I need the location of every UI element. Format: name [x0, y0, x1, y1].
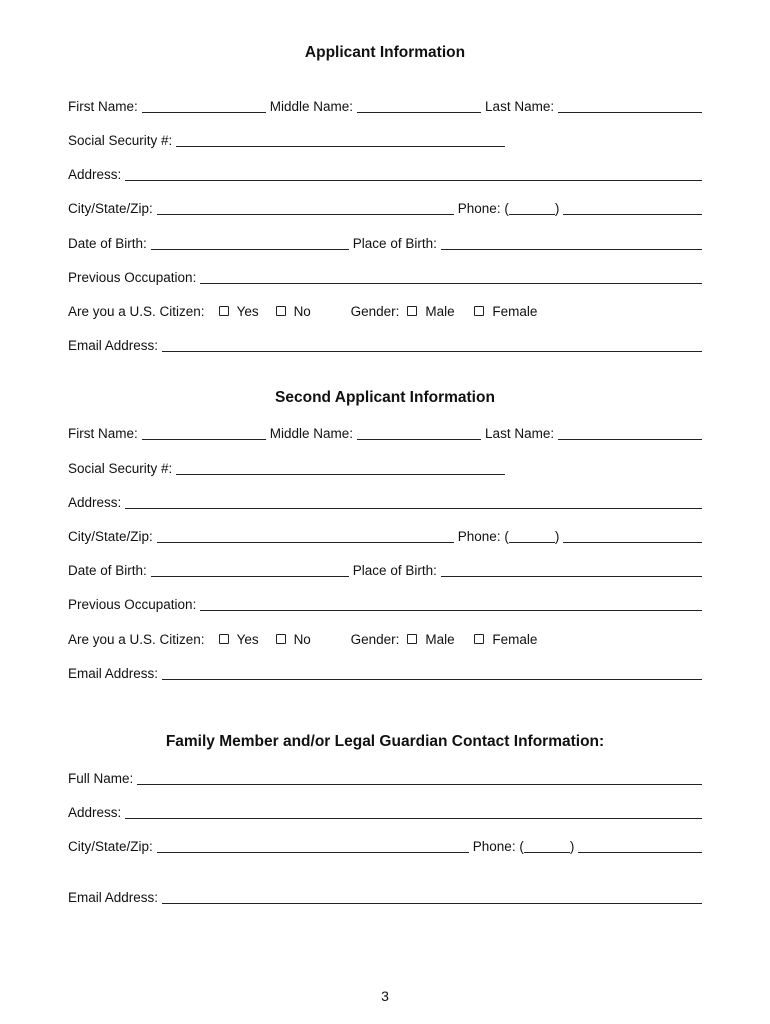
address-row [68, 803, 702, 821]
city-phone-row [68, 527, 702, 545]
middle-name-field[interactable] [357, 99, 481, 113]
checkbox-icon[interactable] [219, 306, 229, 316]
address-row [68, 165, 702, 183]
middle-name-label: Middle Name: [269, 426, 354, 441]
email-field[interactable] [162, 890, 702, 904]
gender-male-option[interactable] [407, 304, 474, 320]
dob-field[interactable] [151, 563, 349, 577]
email-field[interactable] [162, 338, 702, 352]
ssn-label: Social Security #: [68, 461, 173, 476]
citizen-no-option[interactable] [276, 304, 351, 320]
dob-label: Date of Birth: [68, 563, 147, 578]
occupation-row [68, 595, 702, 613]
pob-label: Place of Birth: [352, 236, 437, 251]
phone-area-code-field[interactable] [524, 839, 570, 853]
occupation-field[interactable] [200, 270, 702, 284]
address-field[interactable] [125, 495, 702, 509]
gender-label: Gender: [350, 632, 400, 647]
occupation-row [68, 268, 702, 286]
birth-row [68, 561, 702, 579]
email-row [68, 336, 702, 354]
email-label: Email Address: [68, 338, 159, 353]
occupation-field[interactable] [200, 597, 702, 611]
last-name-field[interactable] [558, 426, 702, 440]
birth-row [68, 234, 702, 252]
occupation-label: Previous Occupation: [68, 597, 197, 612]
address-field[interactable] [125, 805, 702, 819]
full-name-label: Full Name: [68, 771, 134, 786]
dob-label: Date of Birth: [68, 236, 147, 251]
citizen-yes-option[interactable] [219, 304, 276, 320]
phone-number-field[interactable] [563, 529, 702, 543]
male-label: Male [425, 304, 455, 319]
phone-area-code-field[interactable] [509, 201, 555, 215]
citizen-gender-row [68, 302, 702, 320]
email-label: Email Address: [68, 666, 159, 681]
citizen-gender-row [68, 630, 702, 648]
ssn-field[interactable] [176, 461, 505, 475]
page-number: 3 [381, 988, 389, 1004]
phone-label: Phone: ( [457, 529, 509, 544]
checkbox-icon[interactable] [474, 634, 484, 644]
citizen-label: Are you a U.S. Citizen: [68, 632, 205, 647]
checkbox-icon[interactable] [219, 634, 229, 644]
first-name-field[interactable] [142, 99, 266, 113]
phone-area-code-field[interactable] [509, 529, 555, 543]
female-label: Female [492, 304, 538, 319]
checkbox-icon[interactable] [407, 634, 417, 644]
citizen-label: Are you a U.S. Citizen: [68, 304, 205, 319]
email-label: Email Address: [68, 890, 159, 905]
pob-field[interactable] [441, 563, 702, 577]
city-phone-row [68, 837, 702, 855]
male-label: Male [425, 632, 455, 647]
ssn-row [68, 459, 702, 477]
yes-label: Yes [236, 304, 259, 319]
name-row [68, 424, 702, 442]
phone-number-field[interactable] [563, 201, 702, 215]
city-state-zip-field[interactable] [157, 529, 454, 543]
no-label: No [293, 304, 311, 319]
checkbox-icon[interactable] [276, 306, 286, 316]
full-name-field[interactable] [137, 771, 702, 785]
city-state-zip-label: City/State/Zip: [68, 529, 153, 544]
citizen-no-option[interactable] [276, 632, 351, 648]
gender-female-option[interactable] [474, 304, 537, 320]
gender-label: Gender: [350, 304, 400, 319]
pob-field[interactable] [441, 236, 702, 250]
last-name-label: Last Name: [485, 99, 555, 114]
checkbox-icon[interactable] [407, 306, 417, 316]
checkbox-icon[interactable] [276, 634, 286, 644]
first-name-field[interactable] [142, 426, 266, 440]
city-state-zip-label: City/State/Zip: [68, 839, 153, 854]
phone-paren-close: ) [569, 839, 575, 854]
city-phone-row [68, 199, 702, 217]
address-label: Address: [68, 167, 122, 182]
no-label: No [293, 632, 311, 647]
email-field[interactable] [162, 666, 702, 680]
city-state-zip-field[interactable] [157, 839, 469, 853]
section-title-applicant: Applicant Information [304, 44, 466, 61]
gender-male-option[interactable] [407, 632, 474, 648]
phone-number-field[interactable] [578, 839, 702, 853]
full-name-row [68, 769, 702, 787]
form-page [68, 0, 702, 1024]
phone-paren-close: ) [554, 529, 560, 544]
address-field[interactable] [125, 167, 702, 181]
city-state-zip-field[interactable] [157, 201, 454, 215]
middle-name-label: Middle Name: [269, 99, 354, 114]
section-title-family-contact: Family Member and/or Legal Guardian Contact Information: [165, 733, 605, 750]
ssn-field[interactable] [176, 133, 505, 147]
pob-label: Place of Birth: [352, 563, 437, 578]
citizen-yes-option[interactable] [219, 632, 276, 648]
phone-paren-close: ) [554, 201, 560, 216]
first-name-label: First Name: [68, 99, 138, 114]
phone-label: Phone: ( [472, 839, 524, 854]
female-label: Female [492, 632, 538, 647]
email-row [68, 888, 702, 906]
first-name-label: First Name: [68, 426, 138, 441]
yes-label: Yes [236, 632, 259, 647]
section-title-second-applicant: Second Applicant Information [275, 389, 495, 406]
name-row [68, 97, 702, 115]
ssn-label: Social Security #: [68, 133, 173, 148]
dob-field[interactable] [151, 236, 349, 250]
address-label: Address: [68, 805, 122, 820]
last-name-field[interactable] [558, 99, 702, 113]
phone-label: Phone: ( [457, 201, 509, 216]
address-row [68, 493, 702, 511]
email-row [68, 664, 702, 682]
checkbox-icon[interactable] [474, 306, 484, 316]
occupation-label: Previous Occupation: [68, 270, 197, 285]
last-name-label: Last Name: [485, 426, 555, 441]
city-state-zip-label: City/State/Zip: [68, 201, 153, 216]
address-label: Address: [68, 495, 122, 510]
ssn-row [68, 131, 702, 149]
gender-female-option[interactable] [474, 632, 537, 648]
middle-name-field[interactable] [357, 426, 481, 440]
